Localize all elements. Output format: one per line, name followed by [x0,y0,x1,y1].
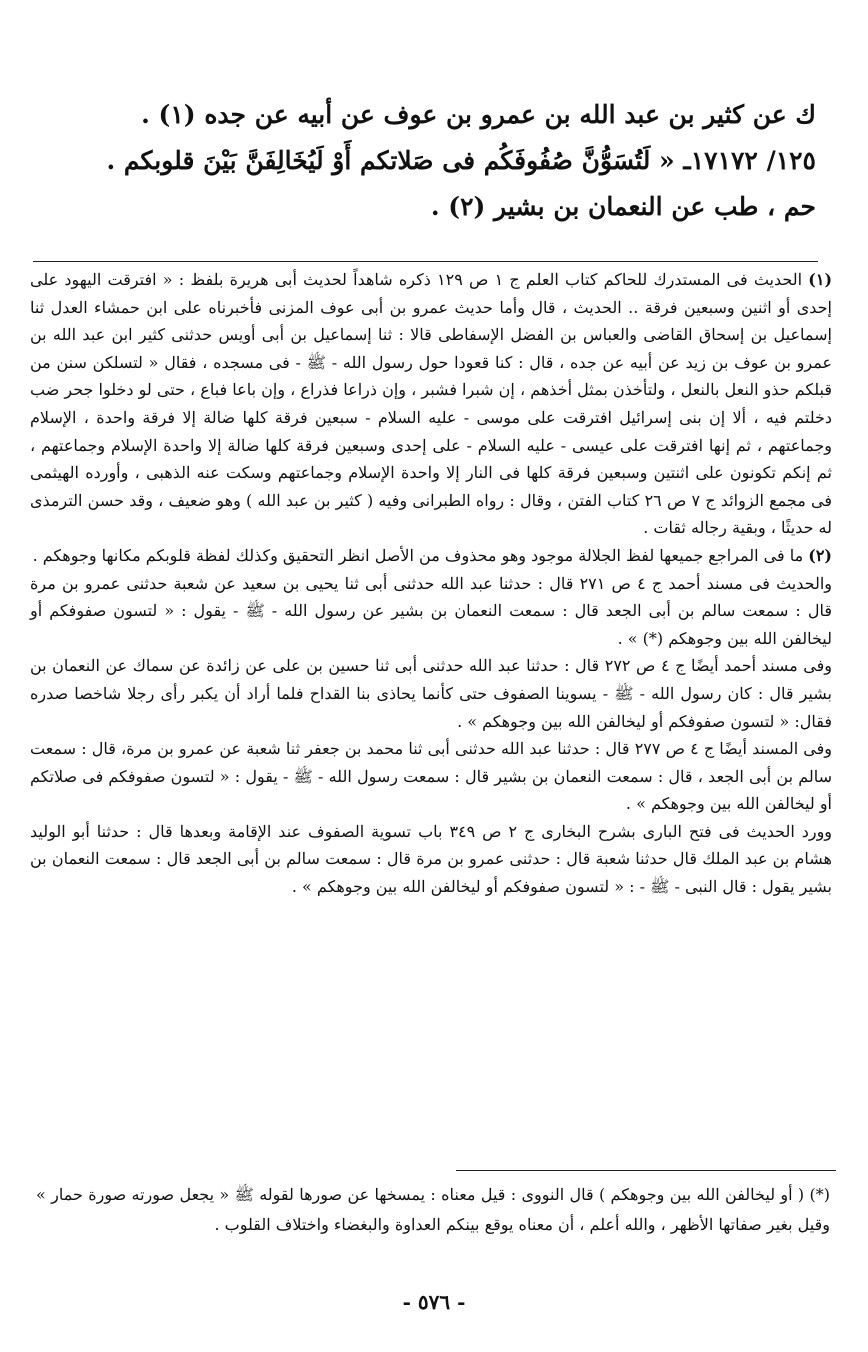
footnote-2-paragraph-4: وورد الحديث فى فتح البارى بشرح البخارى ج ٢ ص ٣٤٩ باب تسوية الصفوف عند الإقامة وبعدها قال : حدثنا أبو الوليد هشام بن عبد الملك قال حدثنا شعبة قال : حدثنى عمرو بن مرة قال : سمعت سالم بن أبى الجعد قال : سمعت النعمان بن بشير يقول : قال النبى - ﷺ - : « لتسون صفوفكم أو ليخالفن الله بين وجوهكم » . [30,821,833,897]
footnote-2-paragraph-1: والحديث فى مسند أحمد ج ٤ ص ٢٧١ قال : حدثنا عبد الله حدثنى أبى ثنا يحيى بن سعيد عن شعبة حدثنى عمرو بن مرة قال : سمعت سالم بن أبى الجعد قال : سمعت النعمان بن بشير عن رسول الله - ﷺ - يقول : « لتسون صفوفكم أو ليخالفن الله بين وجوهكم (*) » . [30,573,833,648]
page-number: - ٥٧٦ - [402,1290,466,1314]
main-text-line-1: ك عن كثير بن عبد الله بن عمرو بن عوف عن أبيه عن جده (١) . [141,100,816,129]
footnote-2-text: ما فى المراجع جميعها لفظ الجلالة موجود وهو محذوف من الأصل انظر التحقيق وكذلك لفظة قلوبكم مكانها وجوهكم . [32,545,804,565]
footnote-1-text: الحديث فى المستدرك للحاكم كتاب العلم ج ١ ص ١٢٩ ذكره شاهداً لحديث أبى هريرة بلفظ : « افترقت اليهود على إحدى أو اثنين وسبعين فرقة .. الحديث ، قال وأما حديث عمرو بن أبى عوف المزنى فأخبرناه على ابن حمشاء العدل ثنا إسماعيل بن إسحاق القاضى والعباس بن الفضل الإسفاطى قالا : ثنا إسماعيل بن أبى أويس حدثنى كثير ابن عبد الله بن عمرو بن عوف بن زيد عن أبيه عن جده ، قال : كنا قعودا حول رسول الله - ﷺ - فى مسجده ، فقال « لتسلكن سنن من قبلكم حذو النعل بالنعل ، ولتأخذن بمثل أخذهم ، إن شبرا فشبر ، وإن ذراعا فذراع ، وإن باعا فباع ، حتى لو دخلوا جحر ضب دخلتم فيه ، ألا إن بنى إسرائيل افترقت على موسى - عليه السلام - سبعين فرقة كلها ضالة إلا فرقة واحدة ، الإسلام وجماعتهم ، ثم إنها افترقت على عيسى - عليه السلام - على إحدى وسبعين فرقة كلها ضالة إلا واحدة الإسلام وجماعتهم ، ثم إنكم تكونون على اثنتين وسبعين فرقة كلها فى النار إلا واحدة الإسلام وجماعتهم وسكت عنه الذهبى ، وأورده الهيثمى فى مجمع الزوائد ج ٧ ص ٢٦ كتاب الفتن ، وقال : رواه الطبرانى وفيه ( كثير بن عبد الله ) وهو ضعيف ، وقد حسن الترمذى له حديثًا ، وبقية رجاله ثقات . [30,270,833,538]
footnote-2 [30,542,832,570]
hadith-text-line: ١٢٥/ ١٧١٧٢ـ « لَتُسَوُّنَّ صُفُوفَكُم فى صَلاتكم أَوْ لَيُخَالِفَنَّ بَيْنَ قلوبكم . [106,146,816,175]
footnote-2-paragraph-2: وفى مسند أحمد أيضًا ج ٤ ص ٢٧٢ قال : حدثنا عبد الله حدثنى أبى ثنا حسين بن على عن زائدة عن سماك عن النعمان بن بشير قال : كان رسول الله - ﷺ - يسوينا الصفوف حتى كأنما يحاذى بنا القداح فلما أراد أن يكبر رأى رجلا شاخصا صدره فقال: « لتسون صفوفكم أو ليخالفن الله بين وجوهكم » . [30,656,832,731]
footnote-star-text: ( أو ليخالفن الله بين وجوهكم ) قال النووى : قيل معناه : يمسخها عن صورها لقوله ﷺ « يجعل صورته صورة حمار » وقيل بغير صفاتها الأظهر ، والله أعلم ، أن معناه يوقع بينكم العداوة والبغضاء واختلاف القلوب . [36,1185,830,1234]
footnote-divider [33,261,818,262]
main-text-line-3: حم ، طب عن النعمان بن بشير (٢) . [430,192,816,221]
footnote-star-number: (*) [809,1185,830,1204]
sub-footnote-divider [456,1170,836,1171]
footnotes [30,266,832,901]
footnote-2-paragraph-3: وفى المسند أيضًا ج ٤ ص ٢٧٧ قال : حدثنا عبد الله حدثنى أبى ثنا محمد بن جعفر ثنا شعبة عن عمرو بن مرة، قال : سمعت سالم بن أبى الجعد ، قال : سمعت النعمان بن بشير قال : سمعت رسول الله - ﷺ - يقول : « لتسون صفوفكم فى صلاتكم أو ليخالفن الله بين وجوهكم » . [30,739,833,814]
footnote-star-paragraph [36,1180,830,1240]
footnote-1-number: (١) [808,270,833,289]
footnote-1 [30,266,832,542]
footnote-2-number: (٢) [808,545,832,565]
footnote-star [36,1180,830,1240]
main-text [80,92,816,230]
